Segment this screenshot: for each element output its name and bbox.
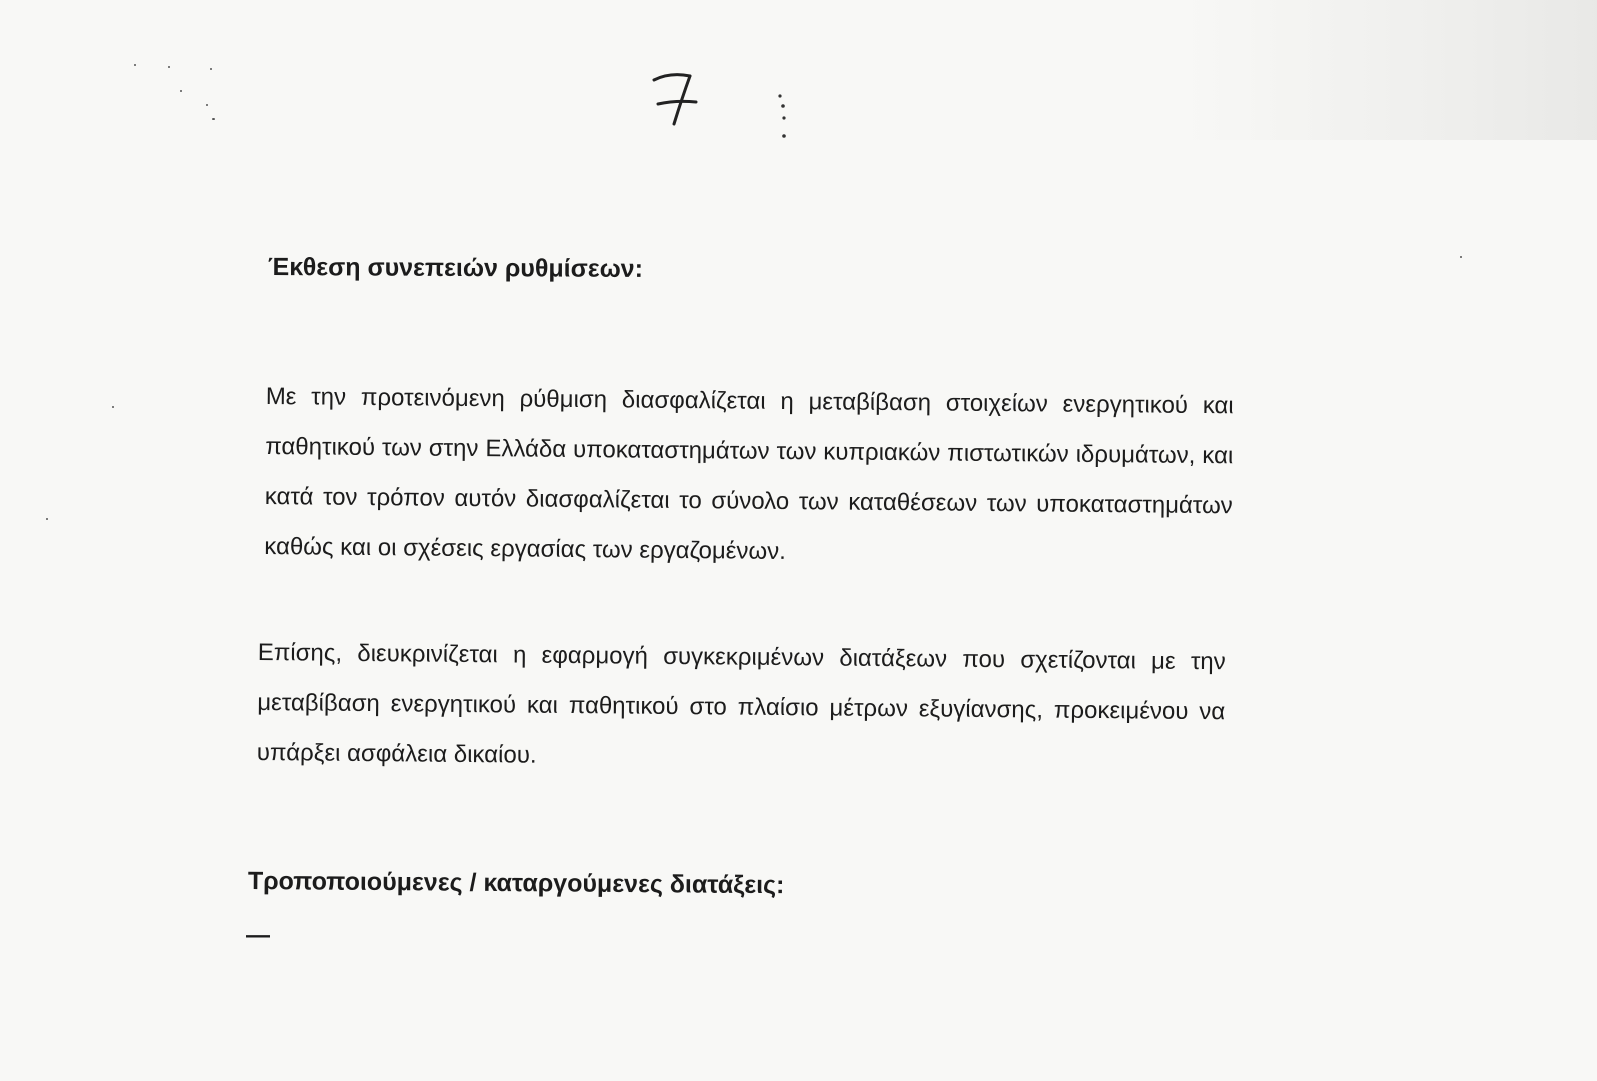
handwritten-seven-icon	[650, 60, 710, 140]
punch-marks-icon	[772, 92, 792, 144]
handwritten-page-number	[650, 60, 710, 140]
amended-provisions-value: —	[246, 922, 270, 949]
scan-speck	[46, 518, 48, 520]
scan-speck	[180, 90, 182, 92]
scan-speck	[1460, 256, 1462, 258]
impact-paragraph-2: Επίσης, διευκρινίζεται η εφαρμογή συγκεκριμένων διατάξεων που σχετίζονται με την μεταβίβαση ενεργητικού και παθητικού στο πλαίσιο μέτρων εξυγίανσης, προκειμένου να υπάρξει ασφάλεια δικαίου.	[256, 638, 1226, 769]
scan-speck	[134, 64, 136, 66]
scan-shadow	[1177, 0, 1597, 140]
scan-speck	[168, 66, 170, 68]
scan-speck	[212, 118, 215, 120]
impact-heading: Έκθεση συνεπειών ρυθμίσεων:	[267, 252, 644, 283]
impact-paragraph-1: Με την προτεινόμενη ρύθμιση διασφαλίζεται η μεταβίβαση στοιχείων ενεργητικού και παθητικού των στην Ελλάδα υποκαταστημάτων των κυπριακών πιστωτικών ιδρυμάτων, και κατά τον τρόπον αυτόν διασφαλίζεται το σύνολο των καταθέσεων των υποκαταστημάτων καθώς και οι σχέσεις εργασίας των εργαζομένων.	[264, 382, 1234, 565]
scan-speck	[112, 406, 114, 408]
amended-provisions-heading: Τροποποιούμενες / καταργούμενες διατάξεις:	[247, 866, 785, 900]
scan-speck	[206, 104, 208, 106]
scan-speck	[210, 68, 212, 70]
